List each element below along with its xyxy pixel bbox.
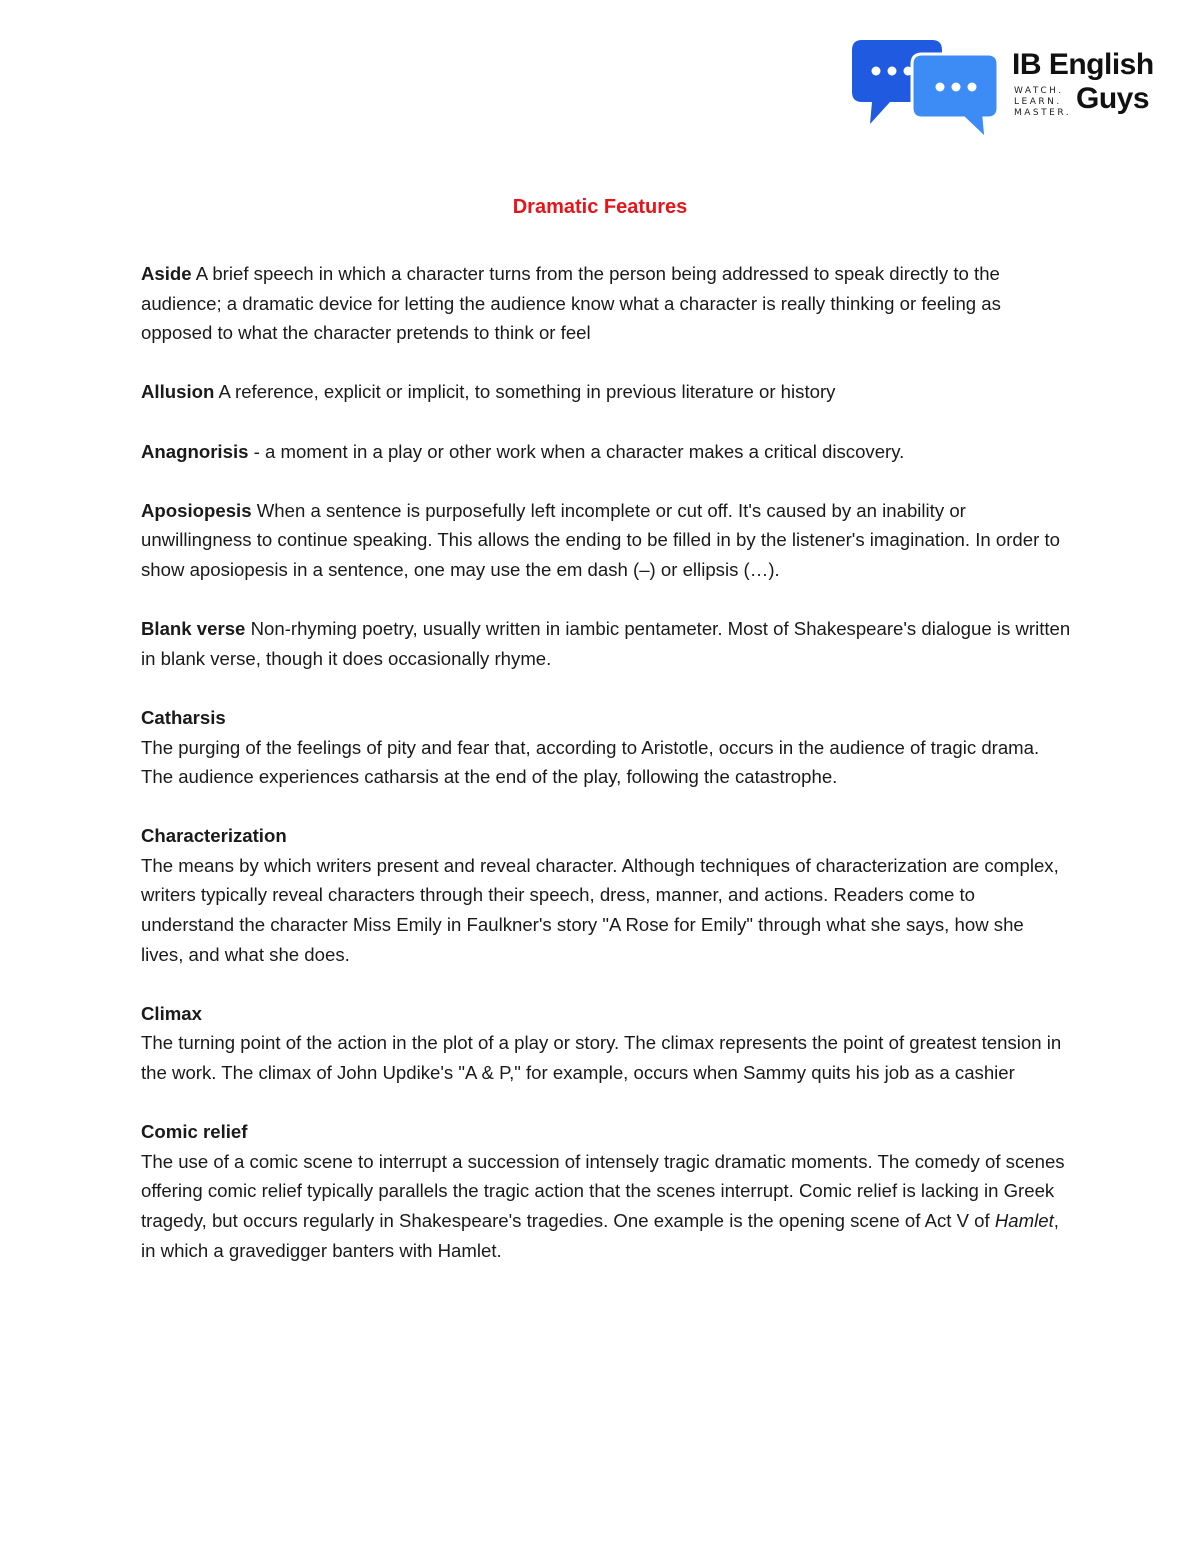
tagline-line: LEARN. [1014,97,1062,107]
brand-logo [850,38,1160,143]
entry-term: Aside [141,263,192,284]
glossary-entry-characterization [141,821,1071,969]
glossary-entry-blank-verse [141,614,1071,673]
definition-text-end: , in which a gravedigger banters with Hamlet. [141,1210,1059,1261]
entry-term: Comic relief [141,1121,248,1143]
page-title: Dramatic Features [512,196,688,218]
glossary-entry-aside [141,259,1071,348]
entry-term: Aposiopesis [141,499,252,521]
definition-italic-title: Hamlet [994,1210,1054,1231]
glossary [141,259,1071,1295]
entry-definition: The turning point of the action in the plot of a play or story. The climax represents the point of greatest tension in the work. The climax of John Updike's "A & P," for example, occurs when Sammy quits his job as a cashier [141,1032,1062,1084]
entry-term: Anagnorisis [141,440,249,462]
entry-term: Blank verse [141,618,246,640]
glossary-entry-comic-relief [141,1117,1071,1265]
tagline-line: MASTER. [1014,108,1072,118]
glossary-entry-aposiopesis [141,496,1071,585]
glossary-entry-allusion [141,377,1071,407]
entry-term: Climax [141,1002,202,1024]
entry-definition: a moment in a play or other work when a character makes a critical discovery. [264,440,905,462]
entry-term: Catharsis [141,706,226,728]
definition-text: The use of a comic scene to interrupt a succession of intensely tragic dramatic moments. The comedy of scenes offering comic relief typically parallels the tragic action that the scenes interrupt. Comic relief is lacking in Greek tragedy, but occurs regularly in Shakespeare's tragedies. One example is the opening scene of Act V of [141,1150,1065,1231]
chat-bubbles-icon [850,38,1010,143]
tagline-line: WATCH. [1014,86,1064,96]
glossary-entry-climax [141,999,1071,1088]
entry-term: Allusion [141,381,215,403]
glossary-entry-catharsis [141,703,1071,792]
entry-definition: The means by which writers present and reveal character. Although techniques of characterization are complex, writers typically reveal characters through their speech, dress, manner, and actions. Readers come to understand the character Miss Emily in Faulkner's story "A Rose for Emily" through what she says, how she lives, and what she does. [141,854,1059,965]
brand-tagline [1014,86,1084,119]
entry-term: Characterization [141,825,287,847]
entry-definition [141,1147,1071,1265]
entry-definition: A brief speech in which a character turns from the person being addressed to speak directly to the audience; a dramatic device for letting the audience know what a character is really thinking or feeling as opposed to what the character pretends to think or feel [141,263,1001,344]
brand-name-suffix: Guys [1076,82,1150,115]
entry-definition: Non-rhyming poetry, usually written in iambic pentameter. Most of Shakespeare's dialogue is written in blank verse, though it does occasionally rhyme. [141,618,1071,669]
glossary-entry-anagnorisis [141,437,1071,467]
entry-definition: A reference, explicit or implicit, to something in previous literature or history [218,381,836,403]
entry-definition: When a sentence is purposefully left incomplete or cut off. It's caused by an inability or unwillingness to continue speaking. This allows the ending to be filled in by the listener's imagination. In order to show aposiopesis in a sentence, one may use the em dash (–) or ellipsis (…). [141,499,1060,580]
brand-name: IB English [1012,48,1154,81]
entry-separator: - [248,440,265,462]
entry-definition: The purging of the feelings of pity and fear that, according to Aristotle, occurs in the audience of tragic drama. The audience experiences catharsis at the end of the play, following the catastrophe. [141,736,1040,788]
